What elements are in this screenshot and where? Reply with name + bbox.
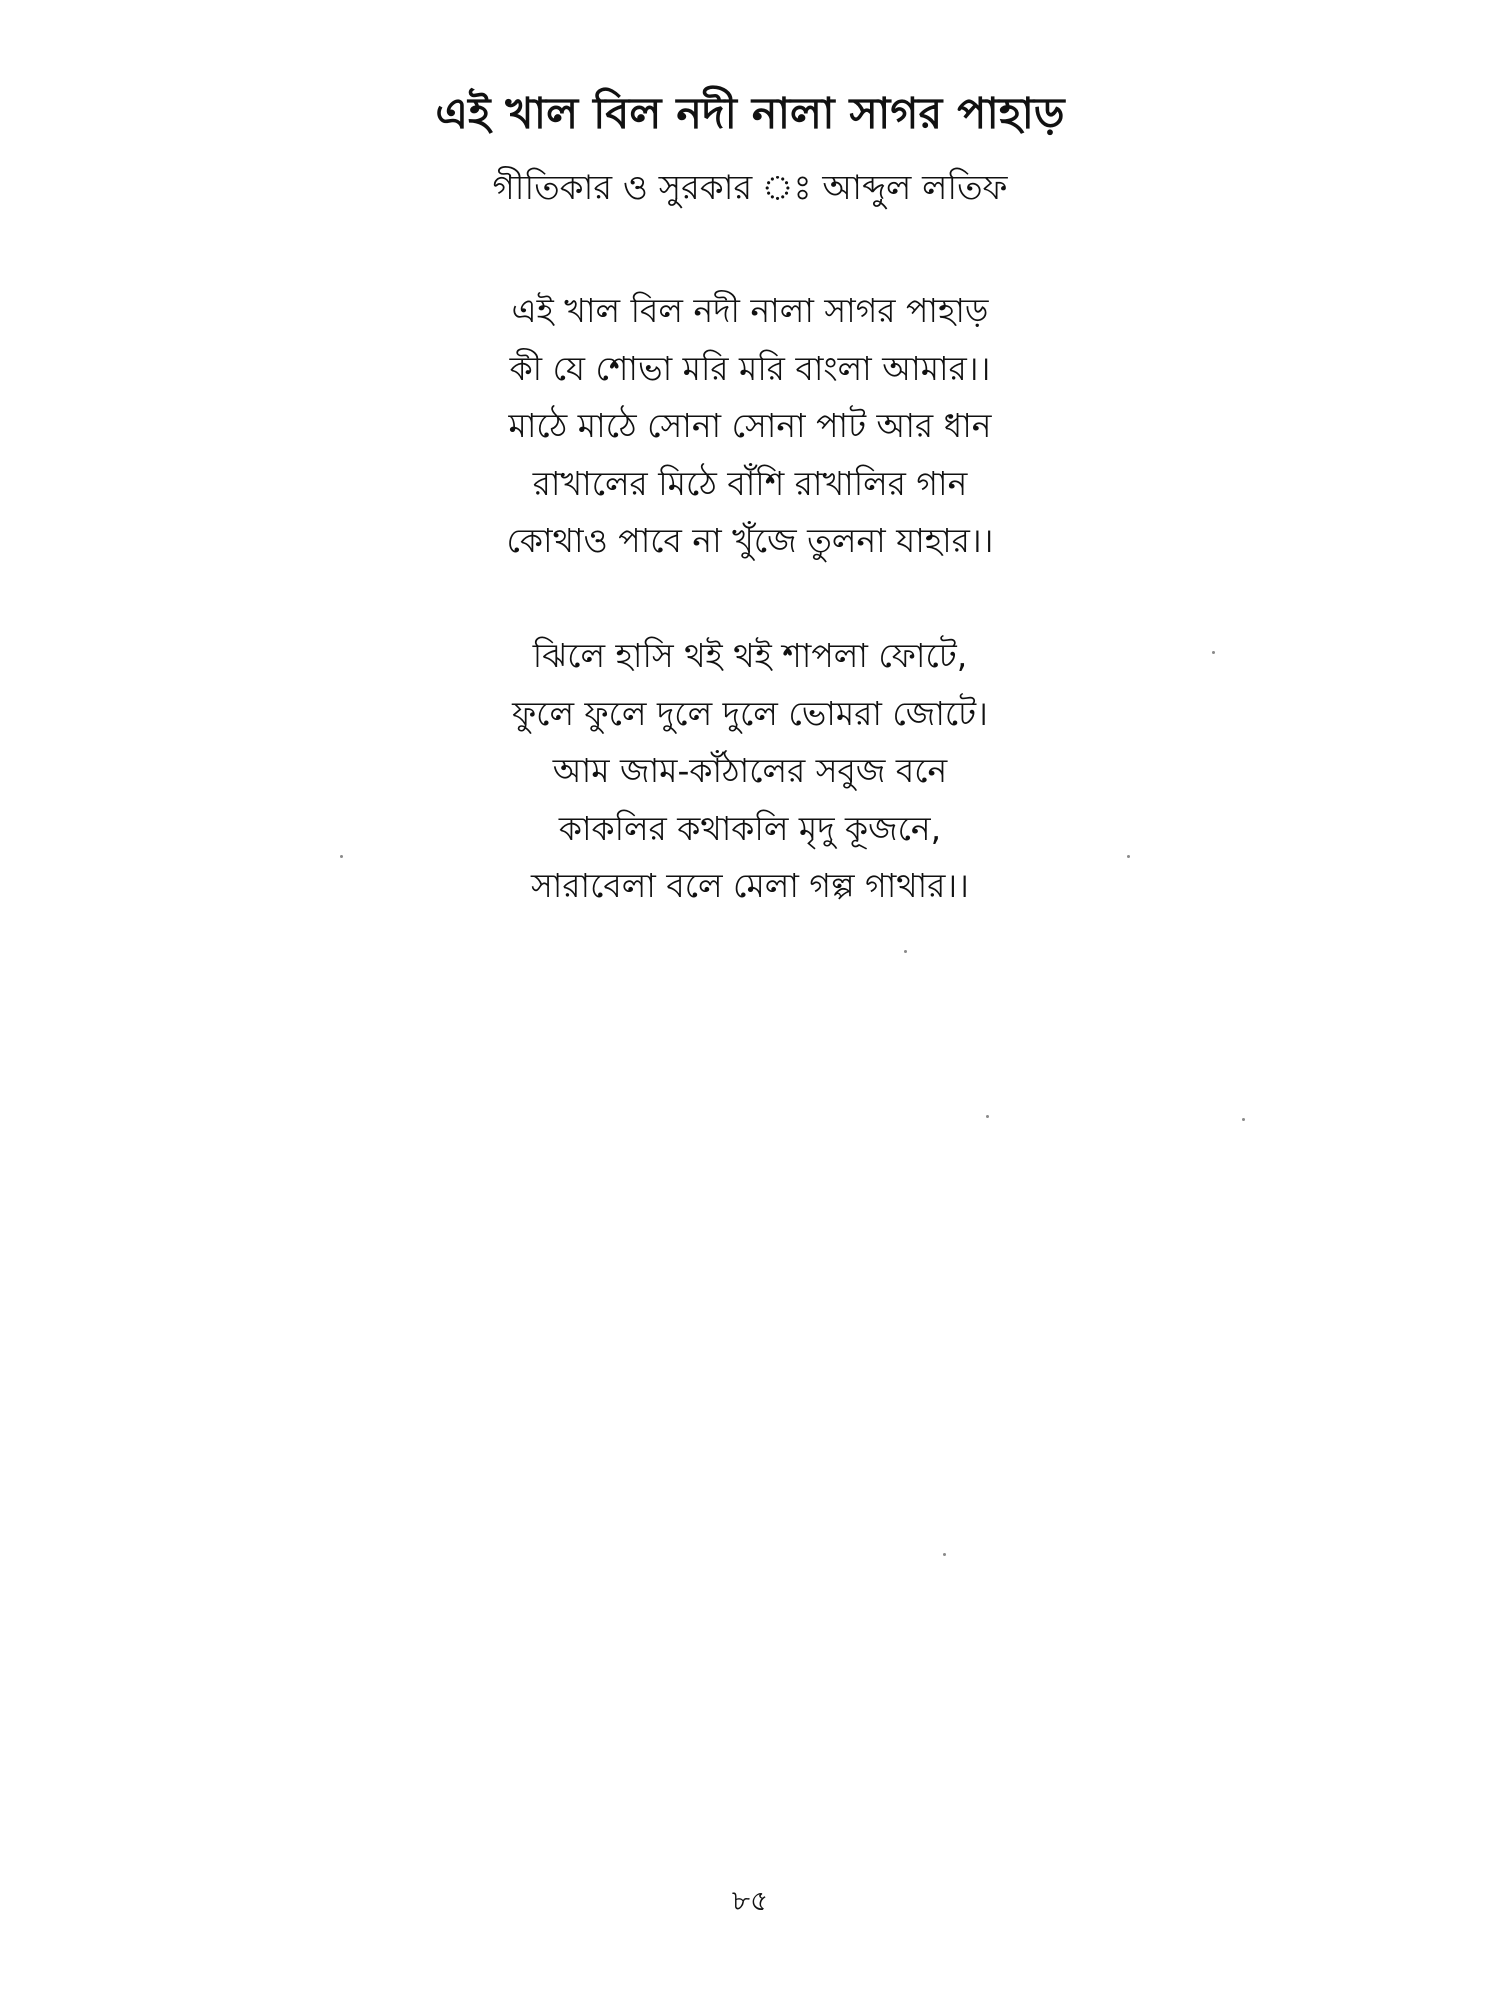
- lyric-line: ফুলে ফুলে দুলে দুলে ভোমরা জোটে।: [512, 693, 988, 733]
- scan-speck: [943, 1553, 946, 1556]
- lyric-line: এই খাল বিল নদী নালা সাগর পাহাড়: [511, 291, 989, 330]
- scan-speck: [1212, 651, 1215, 654]
- stanza-2: [0, 627, 1500, 915]
- scan-speck: [1127, 855, 1130, 858]
- lyric-line: কোথাও পাবে না খুঁজে তুলনা যাহার।।: [506, 521, 994, 560]
- stanza-1: [0, 282, 1500, 570]
- lyricist-composer-credit: গীতিকার ও সুরকার ঃ আব্দুল লতিফ: [492, 168, 1008, 208]
- scan-speck: [340, 855, 343, 858]
- lyric-line: ঝিলে হাসি থই থই শাপলা ফোটে,: [532, 636, 968, 675]
- page-number: ৮৫: [731, 1884, 769, 1917]
- lyric-line: আম জাম-কাঁঠালের সবুজ বনে: [552, 751, 948, 790]
- song-title: এই খাল বিল নদী নালা সাগর পাহাড়: [435, 89, 1065, 139]
- lyric-line: সারাবেলা বলে মেলা গল্প গাথার।।: [530, 866, 969, 905]
- lyric-line: মাঠে মাঠে সোনা সোনা পাট আর ধান: [508, 406, 992, 445]
- scan-speck: [904, 950, 907, 953]
- lyric-line: কাকলির কথাকলি মৃদু কূজনে,: [558, 808, 942, 848]
- scan-speck: [1242, 1118, 1245, 1121]
- scan-speck: [986, 1115, 989, 1118]
- lyric-line: কী যে শোভা মরি মরি বাংলা আমার।।: [509, 348, 991, 388]
- lyric-line: রাখালের মিঠে বাঁশি রাখালির গান: [532, 463, 968, 503]
